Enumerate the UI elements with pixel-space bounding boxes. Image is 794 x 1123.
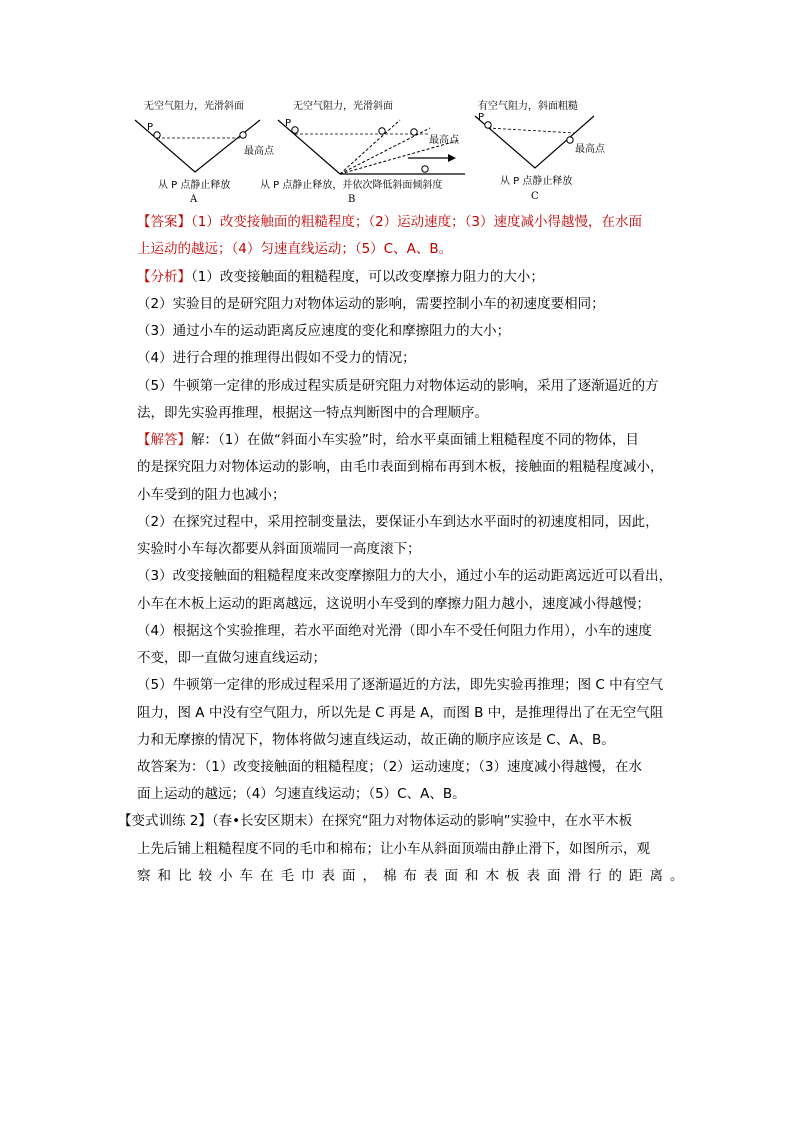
- panel-b-letter: B: [348, 194, 356, 205]
- solution-line-3: 小车受到的阻力也减小；: [137, 487, 286, 503]
- solution-line-4: （2）在探究过程中，采用控制变量法，要保证小车到达水平面时的初速度相同，因此，: [137, 514, 659, 530]
- panel-a-ball-start: [154, 132, 160, 138]
- panel-c-peak-label: 最高点: [575, 144, 605, 155]
- solution-tag: 【解答】: [137, 432, 191, 448]
- exercise-text-1: （春•长安区期末）在探究“阻力对物体运动的影响”实验中，在水平木板: [211, 813, 633, 829]
- panel-c-height-line: [488, 128, 575, 133]
- solution-line-14: 面上运动的越远；（4）匀速直线运动；（5）C、A、B。: [137, 786, 466, 802]
- panel-b-p-label: P: [285, 118, 292, 129]
- panel-b-bottom-label: 从 P 点静止释放，并依次降低斜面倾斜度: [260, 180, 443, 191]
- experiment-figure: [130, 92, 630, 207]
- panel-c-ball-start: [485, 122, 491, 128]
- panel-b-mid-slope: [340, 128, 430, 174]
- analysis-line-4: （4）进行合理的推理得出假如不受力的情况；: [137, 350, 416, 366]
- analysis-line-5: （5）牛顿第一定律的形成过程实质是研究阻力对物体运动的影响，采用了逐渐逼近的方: [137, 378, 659, 394]
- analysis-line-1: [137, 268, 544, 286]
- solution-line-9: 不变，即一直做匀速直线运动；: [137, 650, 326, 666]
- analysis-line-6: 法，即先实验再推理，根据这一特点判断图中的合理顺序。: [137, 405, 488, 421]
- panel-a: [135, 99, 275, 205]
- solution-line-5: 实验时小车每次都要从斜面顶端同一高度滚下；: [137, 541, 421, 557]
- panel-c-p-label: P: [478, 112, 485, 123]
- solution-line-2: 的是探究阻力对物体运动的影响，由毛巾表面到棉布再到木板，接触面的粗糙程度减小，: [137, 459, 664, 475]
- inclined-plane-diagram: [130, 92, 630, 207]
- panel-b-ball-floor: [422, 166, 428, 172]
- panel-c-ball-end: [567, 137, 573, 143]
- panel-c-v-slope: [475, 116, 594, 168]
- solution-line-8: （4）根据这个实验推理，若水平面绝对光滑（即小车不受任何阻力作用），小车的速度: [137, 623, 652, 639]
- analysis-line-3: （3）通过小车的运动距离反应速度的变化和摩擦阻力的大小；: [137, 323, 511, 339]
- panel-c-bottom-label: 从 P 点静止释放: [500, 176, 573, 187]
- panel-b-top-label: 无空气阻力，光滑斜面: [293, 101, 393, 112]
- solution-line-7: 小车在木板上运动的距离越远，这说明小车受到的摩擦力阻力越小，速度减小得越慢；: [137, 596, 650, 612]
- exercise-line-3: 察和比较小车在毛巾表面，棉布表面和木板表面滑行的距离。: [137, 868, 691, 884]
- panel-b-ball-start: [292, 127, 298, 133]
- panel-c: [475, 99, 606, 202]
- solution-line-6: （3）改变接触面的粗糙程度来改变摩擦阻力的大小，通过小车的运动距离远近可以看出，: [137, 568, 673, 584]
- panel-c-letter: C: [531, 191, 539, 202]
- exercise-tag: 【变式训练 2】: [118, 813, 212, 829]
- answer-text-1: （1）改变接触面的粗糙程度；（2）运动速度；（3）速度减小得越慢，在水面: [191, 214, 643, 230]
- panel-a-p-label: P: [147, 122, 154, 133]
- exercise-line-1: [118, 812, 632, 830]
- panel-c-top-label: 有空气阻力，斜面粗糙: [478, 101, 578, 112]
- solution-line-10: （5）牛顿第一定律的形成过程采用了逐渐逼近的方法，即先实验再推理；图 C 中有空气: [137, 677, 664, 693]
- analysis-text-1: （1）改变接触面的粗糙程度，可以改变摩擦力阻力的大小；: [191, 269, 544, 285]
- analysis-line-2: （2）实验目的是研究阻力对物体运动的影响，需要控制小车的初速度要相同；: [137, 296, 605, 312]
- panel-a-peak-label: 最高点: [244, 146, 274, 157]
- solution-line-12: 力和无摩擦的情况下，物体将做匀速直线运动，故正确的顺序应该是 C、A、B。: [137, 732, 615, 748]
- panel-b: [260, 99, 465, 205]
- solution-text-1: 解：（1）在做“斜面小车实验”时，给水平桌面铺上粗糙程度不同的物体，目: [191, 432, 639, 448]
- panel-b-ball-2: [411, 129, 417, 135]
- answer-tag: 【答案】: [137, 214, 191, 230]
- exercise-line-2: 上先后铺上粗糙程度不同的毛巾和棉布；让小车从斜面顶端由静止滑下，如图所示，观: [137, 841, 650, 857]
- answer-line-2: 上运动的越远；（4）匀速直线运动；（5）C、A、B。: [137, 241, 453, 257]
- solution-line-13: 故答案为：（1）改变接触面的粗糙程度；（2）运动速度；（3）速度减小得越慢，在水: [137, 759, 643, 775]
- solution-line-11: 阻力，图 A 中没有空气阻力，所以先是 C 再是 A，而图 B 中，是推理得出了在无空气阻: [137, 705, 664, 721]
- answer-line-1: [137, 213, 642, 231]
- solution-line-1: [137, 431, 639, 449]
- panel-b-ball-1: [379, 128, 385, 134]
- arrow-right-icon: [448, 154, 456, 162]
- panel-a-bottom-label: 从 P 点静止释放: [158, 180, 231, 191]
- panel-a-ball-end: [240, 132, 246, 138]
- panel-a-v-slope: [135, 120, 260, 172]
- panel-a-letter: A: [190, 194, 198, 205]
- panel-a-top-label: 无空气阻力，光滑斜面: [144, 101, 244, 112]
- panel-b-peak-label: 最高点: [429, 135, 459, 146]
- analysis-tag: 【分析】: [137, 269, 191, 285]
